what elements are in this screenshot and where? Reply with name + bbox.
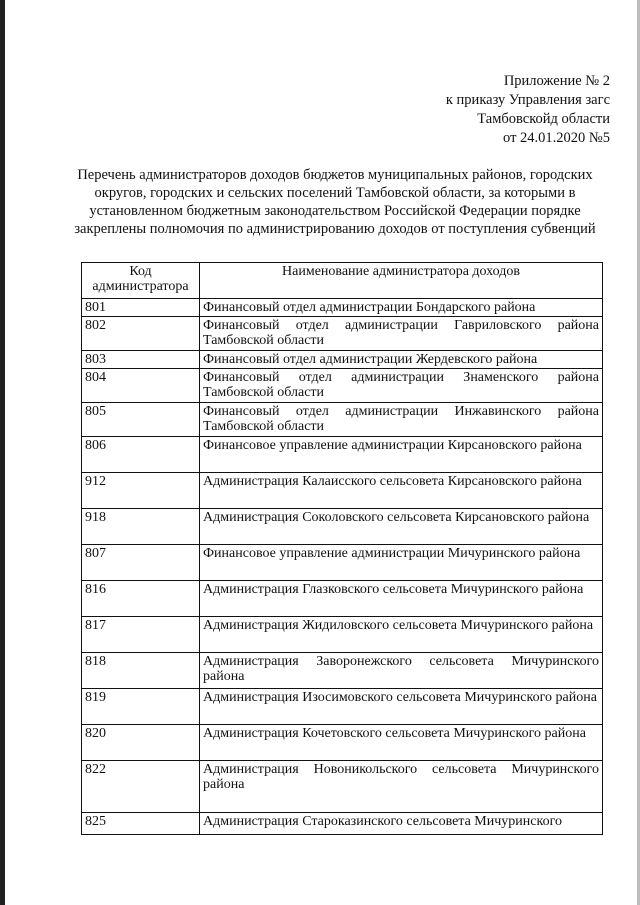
row-code: 804 (82, 369, 200, 403)
appendix-header (446, 72, 610, 148)
table-row (82, 403, 603, 437)
table-row (82, 617, 603, 653)
row-code: 801 (82, 299, 200, 317)
administrators-table (81, 262, 603, 835)
row-name: Администрация Заворонежского сельсовета Мичуринского района (200, 653, 603, 689)
row-code: 817 (82, 617, 200, 653)
row-name: Финансовый отдел администрации Гавриловского района Тамбовской области (200, 317, 603, 351)
table-row (82, 299, 603, 317)
scan-edge-left (0, 0, 5, 905)
row-name: Администрация Изосимовского сельсовета Мичуринского района (200, 689, 603, 725)
row-code: 803 (82, 351, 200, 369)
table-row (82, 509, 603, 545)
appendix-line-2: к приказу Управления загс (445, 92, 610, 108)
table-row (82, 351, 603, 369)
table-row (82, 813, 603, 835)
table-row (82, 725, 603, 761)
row-name: Финансовый отдел администрации Инжавинского района Тамбовской области (200, 403, 603, 437)
table-row (82, 653, 603, 689)
appendix-line-3: Тамбовскойд области (477, 111, 610, 127)
table-row (82, 369, 603, 403)
table-row (82, 689, 603, 725)
row-name: Финансовый отдел администрации Знаменского района Тамбовской области (200, 369, 603, 403)
row-code: 822 (82, 761, 200, 813)
row-name: Администрация Кочетовского сельсовета Мичуринского района (200, 725, 603, 761)
row-name: Администрация Соколовского сельсовета Кирсановского района (200, 509, 603, 545)
table-row (82, 473, 603, 509)
row-name: Администрация Калаисского сельсовета Кирсановского района (200, 473, 603, 509)
row-name: Администрация Жидиловского сельсовета Мичуринского района (200, 617, 603, 653)
row-code: 918 (82, 509, 200, 545)
header-name: Наименование администратора доходов (200, 263, 603, 299)
row-name: Администрация Глазковского сельсовета Мичуринского района (200, 581, 603, 617)
row-code: 819 (82, 689, 200, 725)
table-row (82, 545, 603, 581)
table-row (82, 437, 603, 473)
table-row (82, 761, 603, 813)
row-code: 816 (82, 581, 200, 617)
appendix-line-4: от 24.01.2020 №5 (503, 130, 610, 146)
header-code: Код администратора (82, 263, 200, 299)
table-row (82, 317, 603, 351)
row-name: Финансовое управление администрации Кирсановского района (200, 437, 603, 473)
row-code: 802 (82, 317, 200, 351)
appendix-line-1: Приложение № 2 (503, 73, 610, 89)
row-name: Финансовое управление администрации Мичуринского района (200, 545, 603, 581)
row-name: Финансовый отдел администрации Бондарского района (200, 299, 603, 317)
row-code: 820 (82, 725, 200, 761)
row-code: 912 (82, 473, 200, 509)
row-code: 807 (82, 545, 200, 581)
row-code: 818 (82, 653, 200, 689)
table-row (82, 581, 603, 617)
row-code: 805 (82, 403, 200, 437)
row-name: Администрация Староказинского сельсовета Мичуринского (200, 813, 603, 835)
row-name: Финансовый отдел администрации Жердевского района (200, 351, 603, 369)
row-code: 806 (82, 437, 200, 473)
row-code: 825 (82, 813, 200, 835)
table-header-row (82, 263, 603, 299)
row-name: Администрация Новоникольского сельсовета Мичуринского района (200, 761, 603, 813)
document-title: Перечень администраторов доходов бюджетов муниципальных районов, городских округов, городских и сельских поселений Тамбовской области, за которыми в установленном бюджетным законодательством Российской Федерации порядке закреплены полномочия по администрированию доходов от поступления субвенций (74, 167, 596, 237)
